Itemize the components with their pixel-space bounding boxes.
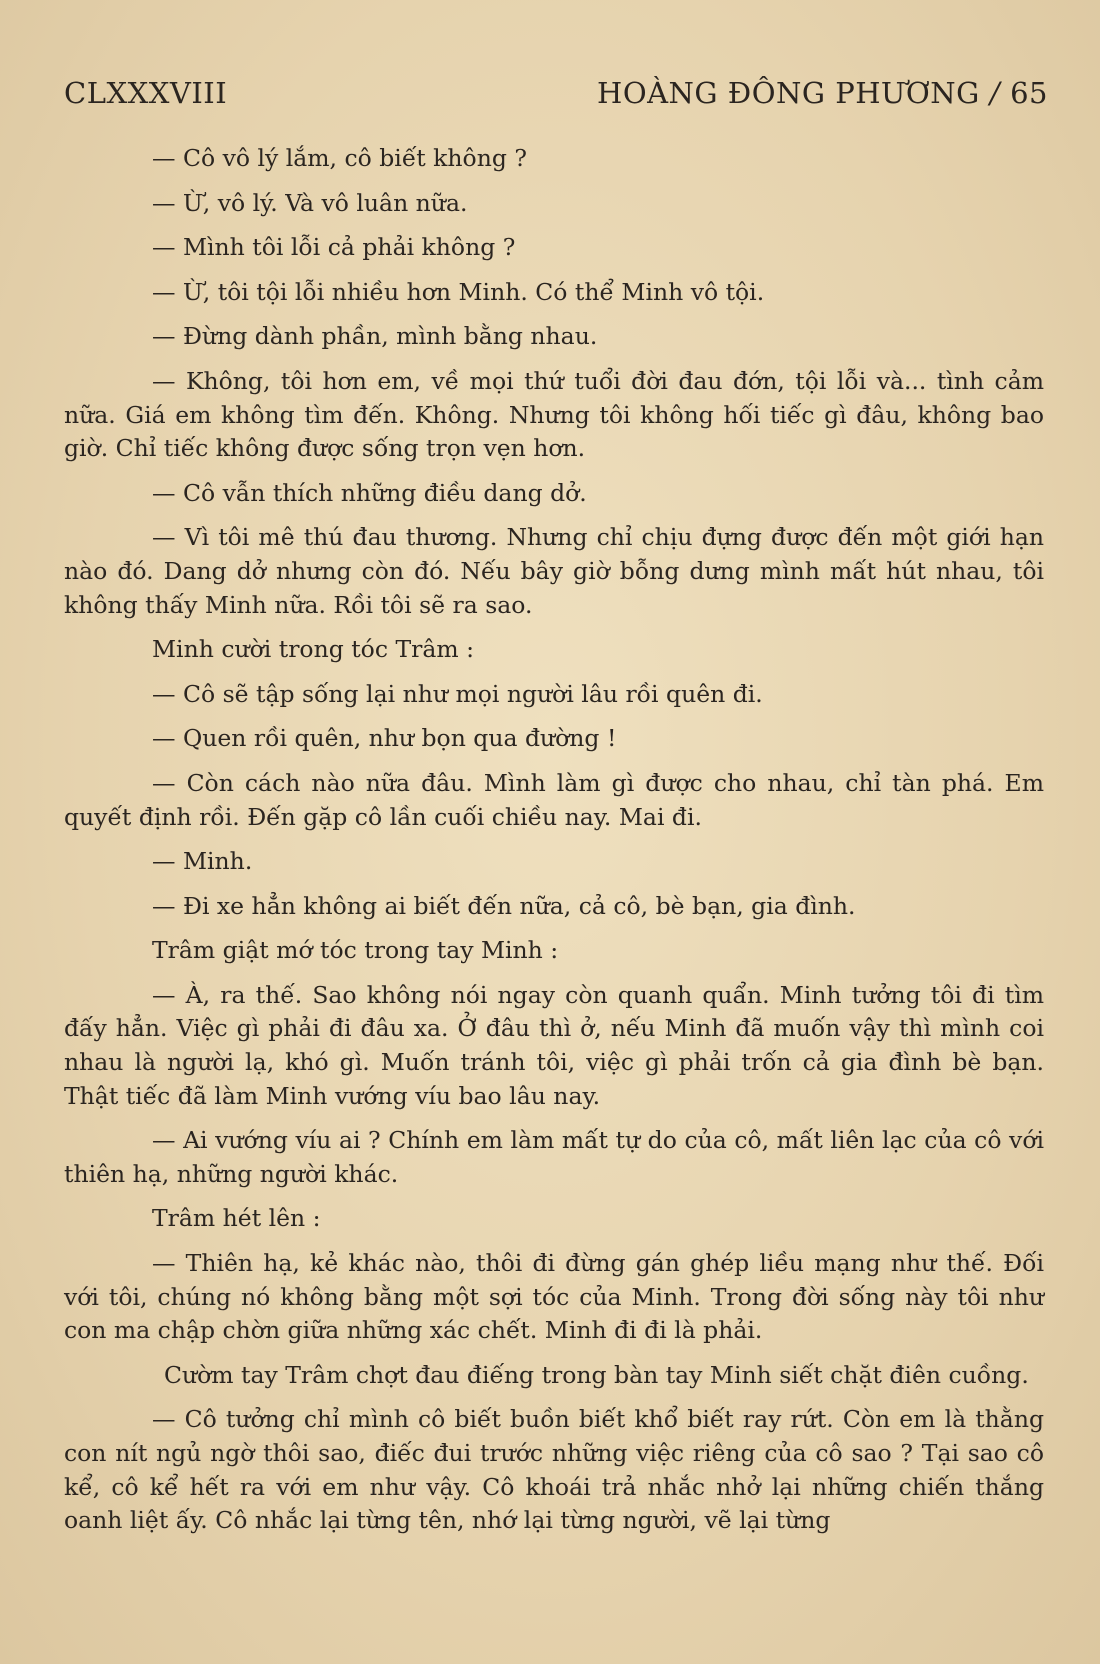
paragraph: — Thiên hạ, kẻ khác nào, thôi đi đừng gán ghép liều mạng như thế. Đối với tôi, chúng nó không bằng một sợi tóc của Minh. Trong đời sống này tôi như con ma chập chờn giữa những xác chết. Minh đi đi là phải. bbox=[64, 1249, 1044, 1345]
paragraph: — Quen rồi quên, như bọn qua đường ! bbox=[152, 724, 617, 753]
paragraph: — Đi xe hẳn không ai biết đến nữa, cả cô, bè bạn, gia đình. bbox=[152, 891, 856, 920]
paragraph: — Cô sẽ tập sống lại như mọi người lâu rồi quên đi. bbox=[152, 679, 763, 708]
author-name: HOÀNG ĐÔNG PHƯƠNG bbox=[597, 76, 980, 110]
chapter-number: CLXXXVIII bbox=[64, 76, 228, 110]
header-separator: / bbox=[989, 76, 1001, 110]
paragraph: — Còn cách nào nữa đâu. Mình làm gì được cho nhau, chỉ tàn phá. Em quyết định rồi. Đến gặp cô lần cuối chiều nay. Mai đi. bbox=[64, 768, 1044, 831]
running-title bbox=[597, 76, 1048, 110]
paragraph: — Ừ, vô lý. Và vô luân nữa. bbox=[152, 188, 468, 217]
paragraph: Trâm giật mớ tóc trong tay Minh : bbox=[152, 936, 559, 965]
paragraph: — Ai vướng víu ai ? Chính em làm mất tự do của cô, mất liên lạc của cô với thiên hạ, những người khác. bbox=[64, 1126, 1044, 1188]
paragraph: — Đừng dành phần, mình bằng nhau. bbox=[152, 322, 598, 351]
paragraph: — Ừ, tôi tội lỗi nhiều hơn Minh. Có thể Minh vô tội. bbox=[152, 277, 765, 306]
paragraph: Cườm tay Trâm chợt đau điếng trong bàn tay Minh siết chặt điên cuồng. bbox=[164, 1360, 1029, 1389]
paragraph: — Minh. bbox=[152, 847, 253, 876]
paragraph: — Vì tôi mê thú đau thương. Nhưng chỉ chịu đựng được đến một giới hạn nào đó. Dang dở nhưng còn đó. Nếu bây giờ bỗng dưng mình mất hút nhau, tôi không thấy Minh nữa. Rồi tôi sẽ ra sao. bbox=[64, 523, 1044, 619]
paragraph: — Không, tôi hơn em, về mọi thứ tuổi đời đau đớn, tội lỗi và... tình cảm nữa. Giá em không tìm đến. Không. Nhưng tôi không hối tiếc gì đâu, không bao giờ. Chỉ tiếc không được sống trọn vẹn hơn. bbox=[64, 366, 1044, 463]
page-number: 65 bbox=[1010, 76, 1048, 110]
page-body bbox=[64, 142, 1044, 1549]
paragraph: — Cô vô lý lắm, cô biết không ? bbox=[152, 144, 527, 172]
page-header bbox=[64, 76, 1048, 116]
paragraph: — Cô vẫn thích những điều dang dở. bbox=[152, 478, 587, 507]
paragraph: — Cô tưởng chỉ mình cô biết buồn biết khổ biết ray rứt. Còn em là thằng con nít ngủ ngờ thôi sao, điếc đui trước những việc riêng của cô sao ? Tại sao cô kể, cô kể hết ra với em như vậy. Cô khoái trả nhắc nhở lại những chiến thắng oanh liệt ấy. Cô nhắc lại từng tên, nhớ lại từng người, vẽ lại từng bbox=[64, 1405, 1044, 1535]
paragraph: Trâm hét lên : bbox=[152, 1204, 321, 1233]
paragraph: — Mình tôi lỗi cả phải không ? bbox=[152, 233, 516, 262]
paragraph: — À, ra thế. Sao không nói ngay còn quanh quẩn. Minh tưởng tôi đi tìm đấy hẳn. Việc gì phải đi đâu xa. Ở đâu thì ở, nếu Minh đã muốn vậy thì mình coi nhau là người lạ, khó gì. Muốn tránh tôi, việc gì phải trốn cả gia đình bè bạn. Thật tiếc đã làm Minh vướng víu bao lâu nay. bbox=[64, 980, 1044, 1110]
paragraph: Minh cười trong tóc Trâm : bbox=[152, 635, 475, 664]
